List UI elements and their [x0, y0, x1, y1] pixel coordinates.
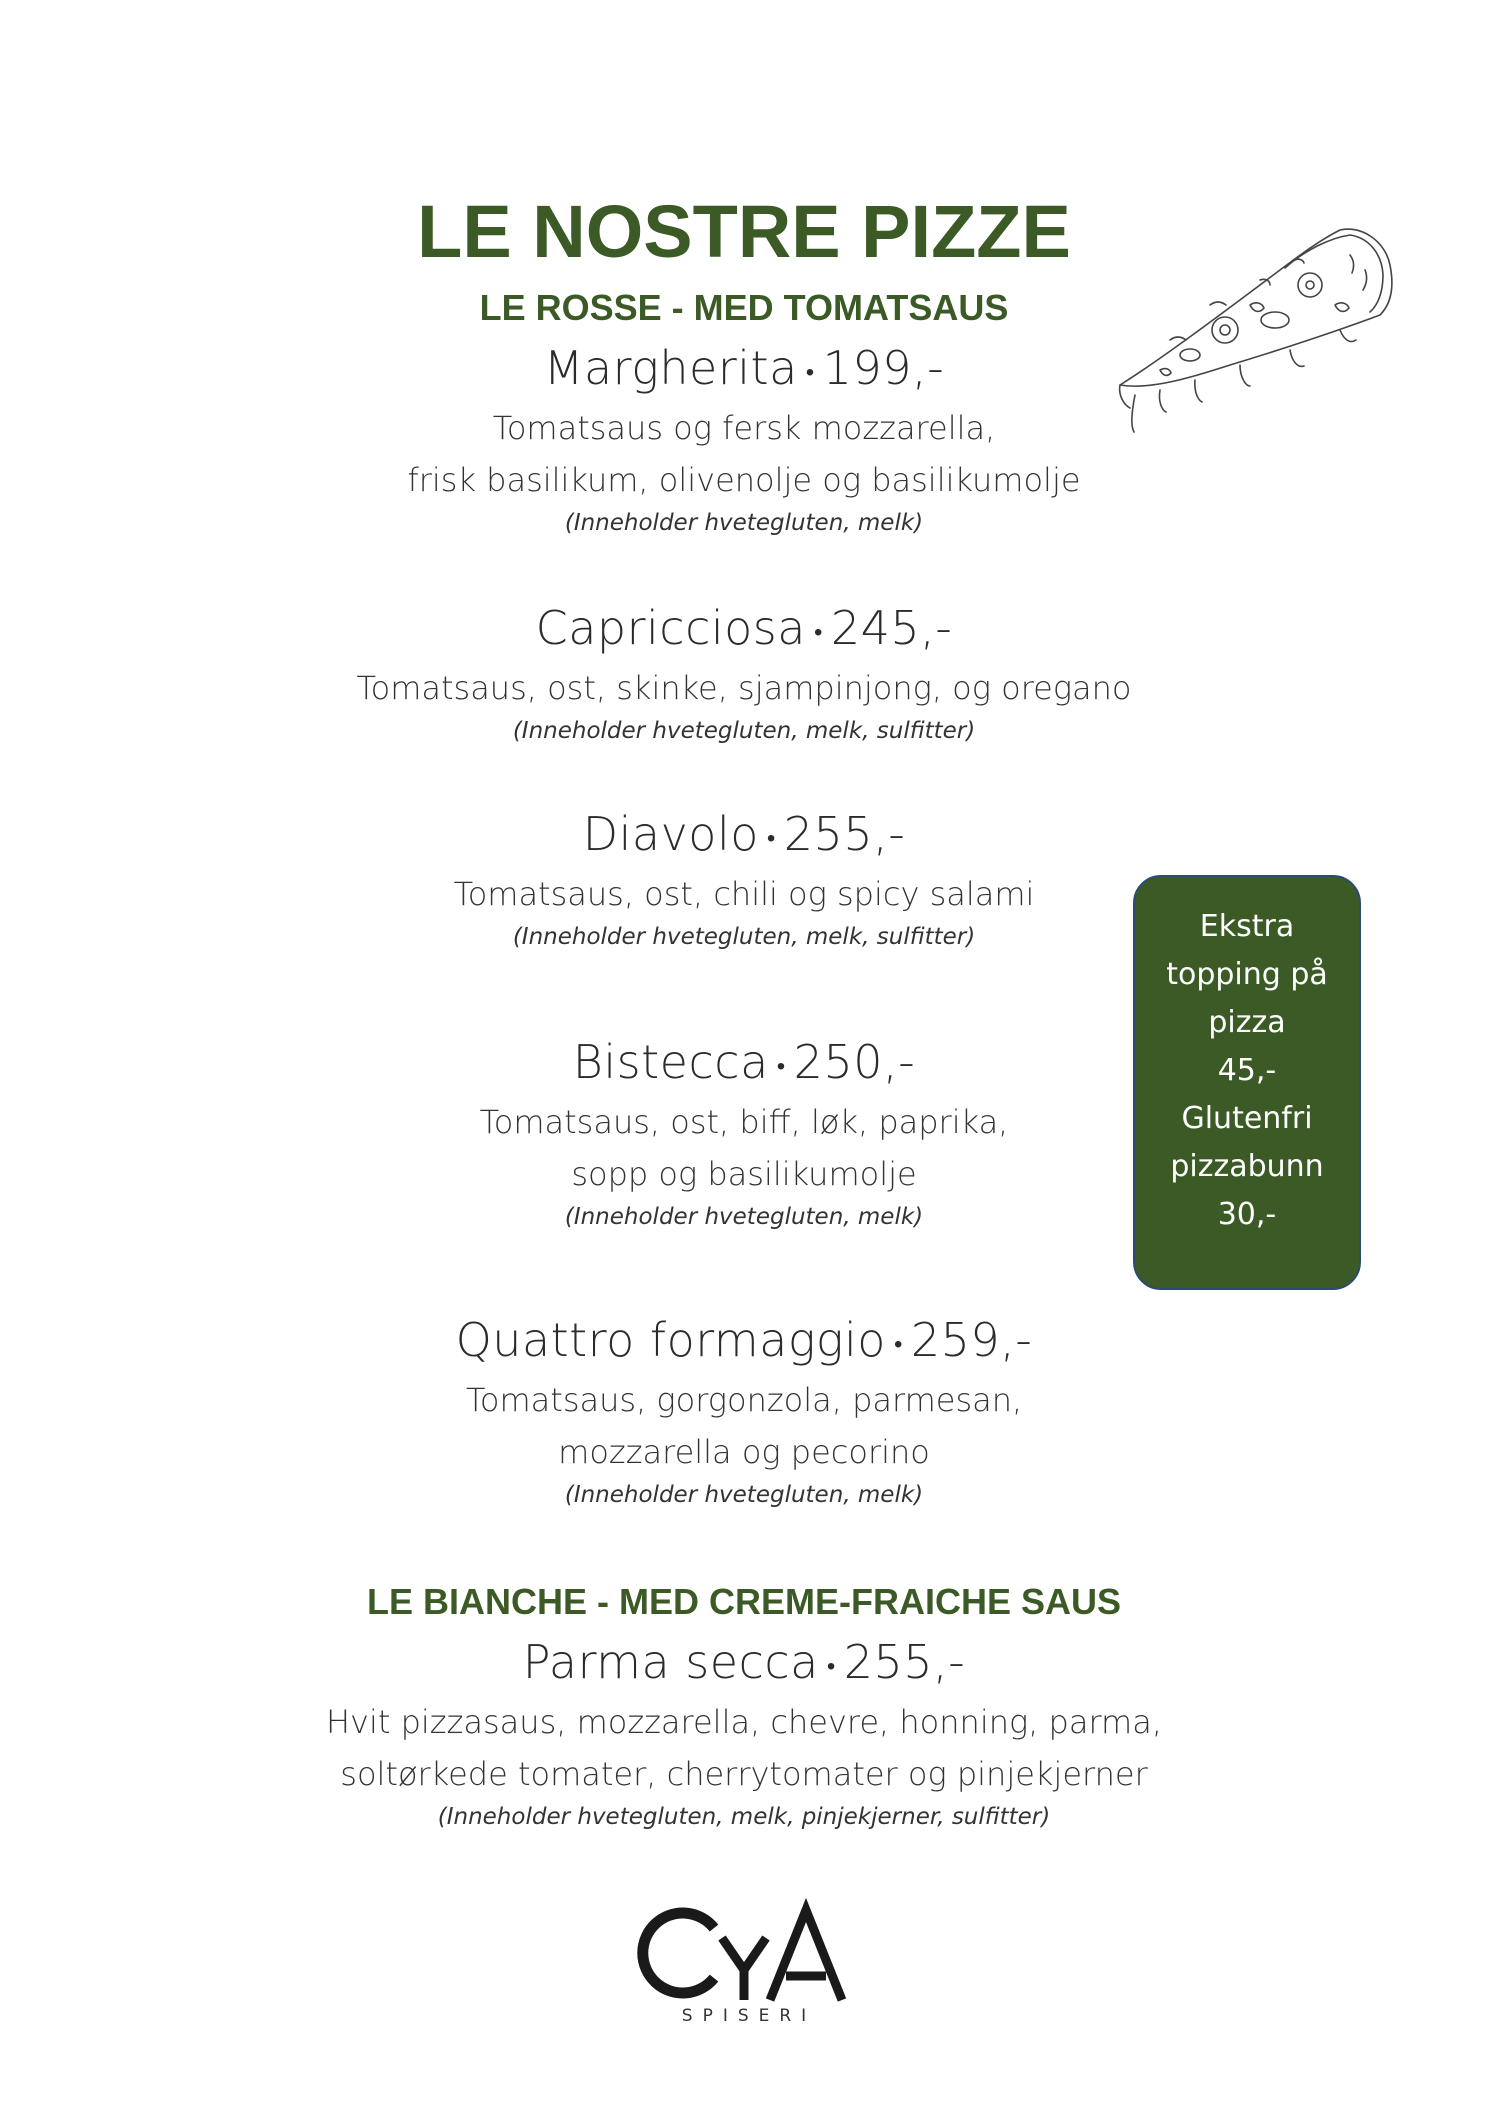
separator-dot: • [805, 357, 815, 386]
section-title-bianche: LE BIANCHE - MED CREME-FRAICHE SAUS [366, 1581, 1121, 1622]
item-price: 199,- [822, 341, 945, 395]
item-price: 255,- [783, 807, 906, 861]
item-description: Tomatsaus, ost, skinke, sjampinjong, og oregano [356, 668, 1132, 707]
item-name: Margherita [543, 341, 798, 395]
separator-dot: • [893, 1329, 903, 1358]
separator-dot: • [826, 1651, 836, 1680]
separator-dot: • [813, 617, 823, 646]
logo-subtitle: SPISERI [681, 2006, 817, 2026]
item-description: mozzarella og pecorino [558, 1432, 930, 1471]
page-title: LE NOSTRE PIZZE [417, 190, 1071, 273]
item-allergens: (Inneholder hvetegluten, melk, sulfitter) [512, 923, 976, 950]
menu-item-parma-secca [0, 1632, 1488, 1834]
extras-line: topping på [1166, 957, 1328, 992]
item-description: soltørkede tomater, cherrytomater og pinjekjerner [340, 1754, 1148, 1793]
extras-line: Ekstra [1199, 909, 1295, 944]
extras-line: pizzabunn [1170, 1149, 1324, 1184]
item-price: 250,- [793, 1035, 916, 1089]
item-allergens: (Inneholder hvetegluten, melk, pinjekjerner, sulfitter) [437, 1803, 1051, 1830]
item-description: Tomatsaus, ost, chili og spicy salami [453, 874, 1035, 913]
oya-logo [626, 1898, 866, 2003]
separator-dot: • [776, 1051, 786, 1080]
item-allergens: (Inneholder hvetegluten, melk) [564, 509, 924, 536]
menu-item-capricciosa [0, 598, 1488, 748]
item-price: 259,- [910, 1313, 1033, 1367]
item-allergens: (Inneholder hvetegluten, melk) [564, 1203, 924, 1230]
item-description: sopp og basilikumolje [571, 1154, 917, 1193]
extras-line: Glutenfri [1181, 1101, 1313, 1136]
item-description: Tomatsaus, ost, biff, løk, paprika, [479, 1102, 1009, 1141]
item-allergens: (Inneholder hvetegluten, melk) [564, 1481, 924, 1508]
pizza-slice-icon [1100, 210, 1400, 440]
separator-dot: • [766, 823, 776, 852]
extras-line: pizza [1208, 1005, 1286, 1040]
item-name: Parma secca [522, 1635, 819, 1689]
item-name: Quattro formaggio [455, 1313, 886, 1367]
item-name: Capricciosa [535, 601, 806, 655]
item-name: Bistecca [572, 1035, 769, 1089]
item-name: Diavolo [582, 807, 759, 861]
item-description: Tomatsaus og fersk mozzarella, [492, 408, 996, 447]
extras-line: 30,- [1217, 1197, 1277, 1232]
item-price: 255,- [843, 1635, 966, 1689]
item-description: frisk basilikum, olivenolje og basilikumolje [407, 460, 1081, 499]
section-title-rosse: LE ROSSE - MED TOMATSAUS [479, 287, 1009, 328]
item-price: 245,- [830, 601, 953, 655]
item-description: Tomatsaus, gorgonzola, parmesan, [465, 1380, 1023, 1419]
extras-line: 45,- [1217, 1053, 1277, 1088]
item-description: Hvit pizzasaus, mozzarella, chevre, honning, parma, [325, 1702, 1162, 1741]
extras-box [1133, 875, 1361, 1290]
menu-item-quattro-formaggio [0, 1310, 1488, 1512]
item-allergens: (Inneholder hvetegluten, melk, sulfitter) [512, 717, 976, 744]
